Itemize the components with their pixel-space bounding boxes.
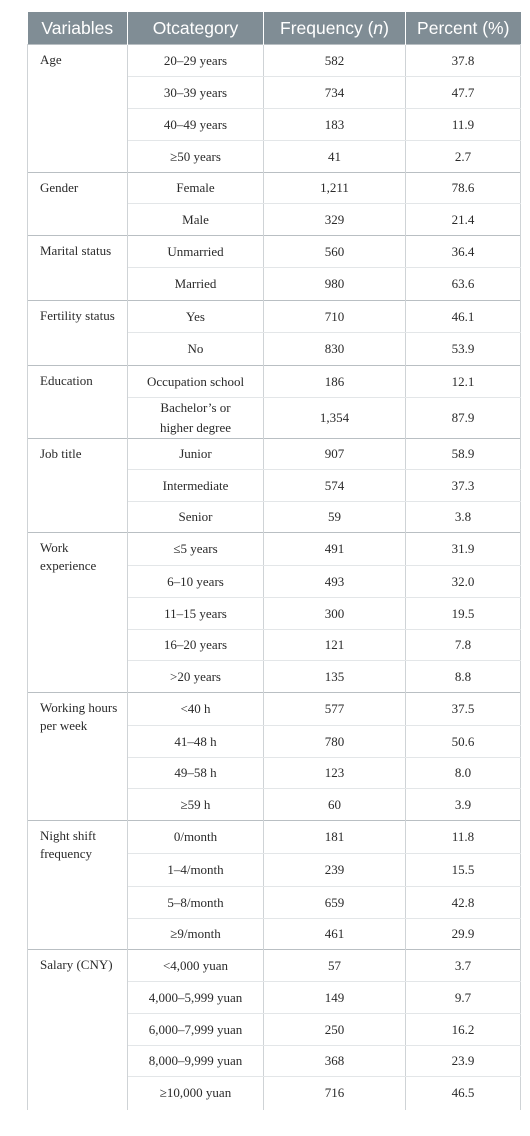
category-cell: <4,000 yuan	[128, 950, 264, 982]
frequency-cell: 830	[264, 333, 406, 366]
percent-cell: 46.1	[406, 301, 521, 333]
percent-cell: 42.8	[406, 887, 521, 919]
table-row	[28, 366, 521, 398]
category-cell: ≥50 years	[128, 141, 264, 173]
frequency-cell: 239	[264, 854, 406, 887]
category-cell: 6–10 years	[128, 566, 264, 598]
category-cell: 1–4/month	[128, 854, 264, 887]
category-cell: 0/month	[128, 821, 264, 854]
category-cell: ≤5 years	[128, 533, 264, 566]
category-cell: 41–48 h	[128, 726, 264, 758]
frequency-cell: 329	[264, 204, 406, 236]
category-cell: 49–58 h	[128, 758, 264, 789]
percent-cell: 9.7	[406, 982, 521, 1014]
percent-cell: 3.9	[406, 789, 521, 821]
variable-cell: Fertility status	[28, 301, 128, 366]
frequency-cell: 59	[264, 502, 406, 533]
frequency-cell: 121	[264, 630, 406, 661]
percent-cell: 87.9	[406, 398, 521, 439]
frequency-cell: 560	[264, 236, 406, 268]
frequency-cell: 980	[264, 268, 406, 301]
frequency-cell: 135	[264, 661, 406, 693]
percent-cell: 46.5	[406, 1077, 521, 1110]
header-category: Otcategory	[128, 12, 264, 45]
category-cell: Senior	[128, 502, 264, 533]
category-cell: <40 h	[128, 693, 264, 726]
percent-cell: 7.8	[406, 630, 521, 661]
variable-cell: Working hours per week	[28, 693, 128, 821]
frequency-cell: 183	[264, 109, 406, 141]
frequency-cell: 1,211	[264, 173, 406, 204]
table-row	[28, 45, 521, 77]
frequency-cell: 149	[264, 982, 406, 1014]
category-cell: 40–49 years	[128, 109, 264, 141]
percent-cell: 53.9	[406, 333, 521, 366]
table-row	[28, 236, 521, 268]
category-cell: ≥10,000 yuan	[128, 1077, 264, 1110]
variable-cell: Work experience	[28, 533, 128, 693]
category-cell: Bachelor’s or higher degree	[128, 398, 264, 439]
category-cell: 4,000–5,999 yuan	[128, 982, 264, 1014]
frequency-cell: 582	[264, 45, 406, 77]
category-cell: Yes	[128, 301, 264, 333]
category-cell: Junior	[128, 439, 264, 470]
category-cell: No	[128, 333, 264, 366]
percent-cell: 29.9	[406, 919, 521, 950]
frequency-cell: 300	[264, 598, 406, 630]
frequency-cell: 60	[264, 789, 406, 821]
percent-cell: 11.8	[406, 821, 521, 854]
percent-cell: 37.3	[406, 470, 521, 502]
percent-cell: 11.9	[406, 109, 521, 141]
frequency-cell: 123	[264, 758, 406, 789]
percent-cell: 3.8	[406, 502, 521, 533]
percent-cell: 58.9	[406, 439, 521, 470]
category-cell: >20 years	[128, 661, 264, 693]
percent-cell: 37.8	[406, 45, 521, 77]
variable-cell: Job title	[28, 439, 128, 533]
percent-cell: 21.4	[406, 204, 521, 236]
header-frequency-label: Frequency (	[280, 17, 374, 38]
category-cell: 16–20 years	[128, 630, 264, 661]
table-row	[28, 950, 521, 982]
frequency-cell: 710	[264, 301, 406, 333]
table-container	[27, 12, 520, 1110]
header-frequency-close: )	[383, 17, 389, 38]
table-row	[28, 693, 521, 726]
category-cell: 5–8/month	[128, 887, 264, 919]
frequency-cell: 491	[264, 533, 406, 566]
category-cell: Female	[128, 173, 264, 204]
frequency-cell: 659	[264, 887, 406, 919]
category-cell: 6,000–7,999 yuan	[128, 1014, 264, 1046]
table-row	[28, 439, 521, 470]
percent-cell: 47.7	[406, 77, 521, 109]
percent-cell: 2.7	[406, 141, 521, 173]
variable-cell: Salary (CNY)	[28, 950, 128, 1110]
category-cell: Male	[128, 204, 264, 236]
category-cell: ≥59 h	[128, 789, 264, 821]
frequency-cell: 181	[264, 821, 406, 854]
table-row	[28, 533, 521, 566]
percent-cell: 3.7	[406, 950, 521, 982]
percent-cell: 50.6	[406, 726, 521, 758]
percent-cell: 15.5	[406, 854, 521, 887]
demographics-table	[27, 12, 521, 1110]
category-cell: Occupation school	[128, 366, 264, 398]
frequency-cell: 574	[264, 470, 406, 502]
percent-cell: 19.5	[406, 598, 521, 630]
category-cell: Intermediate	[128, 470, 264, 502]
percent-cell: 78.6	[406, 173, 521, 204]
frequency-cell: 461	[264, 919, 406, 950]
category-cell: 20–29 years	[128, 45, 264, 77]
percent-cell: 16.2	[406, 1014, 521, 1046]
variable-cell: Night shift frequency	[28, 821, 128, 950]
frequency-cell: 780	[264, 726, 406, 758]
table-header	[28, 12, 521, 45]
variable-cell: Education	[28, 366, 128, 439]
frequency-cell: 57	[264, 950, 406, 982]
percent-cell: 8.0	[406, 758, 521, 789]
header-frequency	[264, 12, 406, 45]
percent-cell: 36.4	[406, 236, 521, 268]
percent-cell: 12.1	[406, 366, 521, 398]
variable-cell: Age	[28, 45, 128, 173]
frequency-cell: 250	[264, 1014, 406, 1046]
percent-cell: 23.9	[406, 1046, 521, 1077]
header-frequency-n: n	[373, 17, 384, 38]
table-body	[28, 45, 521, 1110]
header-variables: Variables	[28, 12, 128, 45]
category-cell: 8,000–9,999 yuan	[128, 1046, 264, 1077]
category-cell: 11–15 years	[128, 598, 264, 630]
category-cell: Married	[128, 268, 264, 301]
category-cell: 30–39 years	[128, 77, 264, 109]
percent-cell: 37.5	[406, 693, 521, 726]
frequency-cell: 41	[264, 141, 406, 173]
header-percent: Percent (%)	[406, 12, 521, 45]
frequency-cell: 577	[264, 693, 406, 726]
header-row	[28, 12, 521, 45]
frequency-cell: 716	[264, 1077, 406, 1110]
table-row	[28, 173, 521, 204]
category-cell: Unmarried	[128, 236, 264, 268]
percent-cell: 63.6	[406, 268, 521, 301]
frequency-cell: 907	[264, 439, 406, 470]
percent-cell: 31.9	[406, 533, 521, 566]
percent-cell: 32.0	[406, 566, 521, 598]
frequency-cell: 1,354	[264, 398, 406, 439]
variable-cell: Gender	[28, 173, 128, 236]
percent-cell: 8.8	[406, 661, 521, 693]
frequency-cell: 493	[264, 566, 406, 598]
table-row	[28, 301, 521, 333]
frequency-cell: 186	[264, 366, 406, 398]
frequency-cell: 734	[264, 77, 406, 109]
variable-cell: Marital status	[28, 236, 128, 301]
category-cell: ≥9/month	[128, 919, 264, 950]
table-row	[28, 821, 521, 854]
frequency-cell: 368	[264, 1046, 406, 1077]
